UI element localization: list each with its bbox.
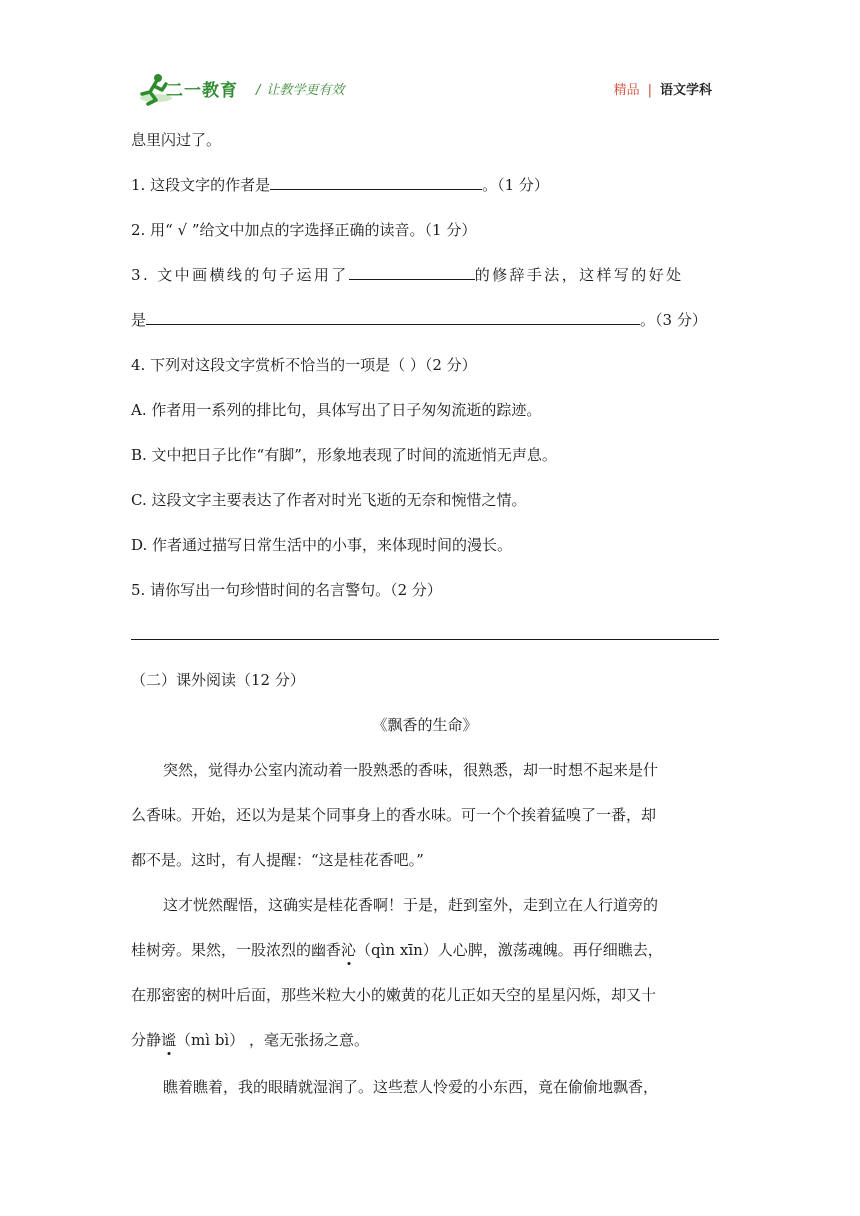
paragraph-line: 这才恍然醒悟，这确实是桂花香啊！于是，赶到室外，走到立在人行道旁的 (163, 896, 659, 914)
answer-line[interactable] (131, 639, 719, 640)
option-d: D. 作者通过描写日常生活中的小事，来体现时间的漫长。 (131, 536, 513, 554)
text-line: 息里闪过了。 (131, 131, 222, 149)
question-2: 2. 用“ √ ”给文中加点的字选择正确的读音。（1 分） (131, 221, 477, 239)
brand-name: 二一教育 (166, 81, 238, 101)
subject-tag: 精品 | 语文学科 (613, 83, 712, 98)
paragraph-line: 突然，觉得办公室内流动着一股熟悉的香味，很熟悉，却一时想不起来是什 (163, 761, 659, 779)
paragraph-line: 么香味。开始，还以为是某个同事身上的香水味。可一个个挨着猛嗅了一番，却 (131, 806, 657, 824)
paragraph-line: 分静谧（mì bì） ，毫无张扬之意。 (131, 1031, 369, 1049)
paragraph-line: 在那密密的树叶后面，那些米粒大小的嫩黄的花儿正如天空的星星闪烁，却又十 (131, 986, 657, 1004)
question-3-line-1: 3. 文中画横线的句子运用了 的修辞手法，这样写的好处 (131, 266, 684, 284)
paragraph-line: 都不是。这时，有人提醒：“这是桂花香吧。” (131, 851, 424, 869)
answer-blank[interactable] (270, 175, 482, 190)
article-title: 《飘香的生命》 (372, 716, 478, 734)
page-header (130, 70, 730, 110)
answer-blank[interactable] (349, 265, 475, 280)
section-heading: （二）课外阅读（12 分） (131, 671, 305, 689)
slogan: / 让教学更有效 (256, 83, 345, 98)
paragraph-line: 瞧着瞧着，我的眼睛就湿润了。这些惹人怜爱的小东西，竟在偷偷地飘香， (163, 1078, 659, 1096)
option-a: A. 作者用一系列的排比句，具体写出了日子匆匆流逝的踪迹。 (131, 401, 542, 419)
paragraph-line: 桂树旁。果然，一股浓烈的幽香沁（qìn xīn）人心脾，激荡魂魄。再仔细瞧去， (131, 941, 663, 959)
answer-blank[interactable] (146, 310, 640, 325)
option-b: B. 文中把日子比作“有脚”，形象地表现了时间的流逝悄无声息。 (131, 446, 557, 464)
question-1: 1. 这段文字的作者是 。（1 分） (131, 176, 549, 194)
dotted-char: 沁 (341, 941, 357, 959)
dotted-char: 谧 (161, 1031, 177, 1049)
question-4: 4. 下列对这段文字赏析不恰当的一项是（ ）（2 分） (131, 356, 477, 374)
question-3-line-2: 是 。（3 分） (131, 311, 707, 329)
option-c: C. 这段文字主要表达了作者对时光飞逝的无奈和惋惜之情。 (131, 491, 527, 509)
question-5: 5. 请你写出一句珍惜时间的名言警句。（2 分） (131, 581, 442, 599)
